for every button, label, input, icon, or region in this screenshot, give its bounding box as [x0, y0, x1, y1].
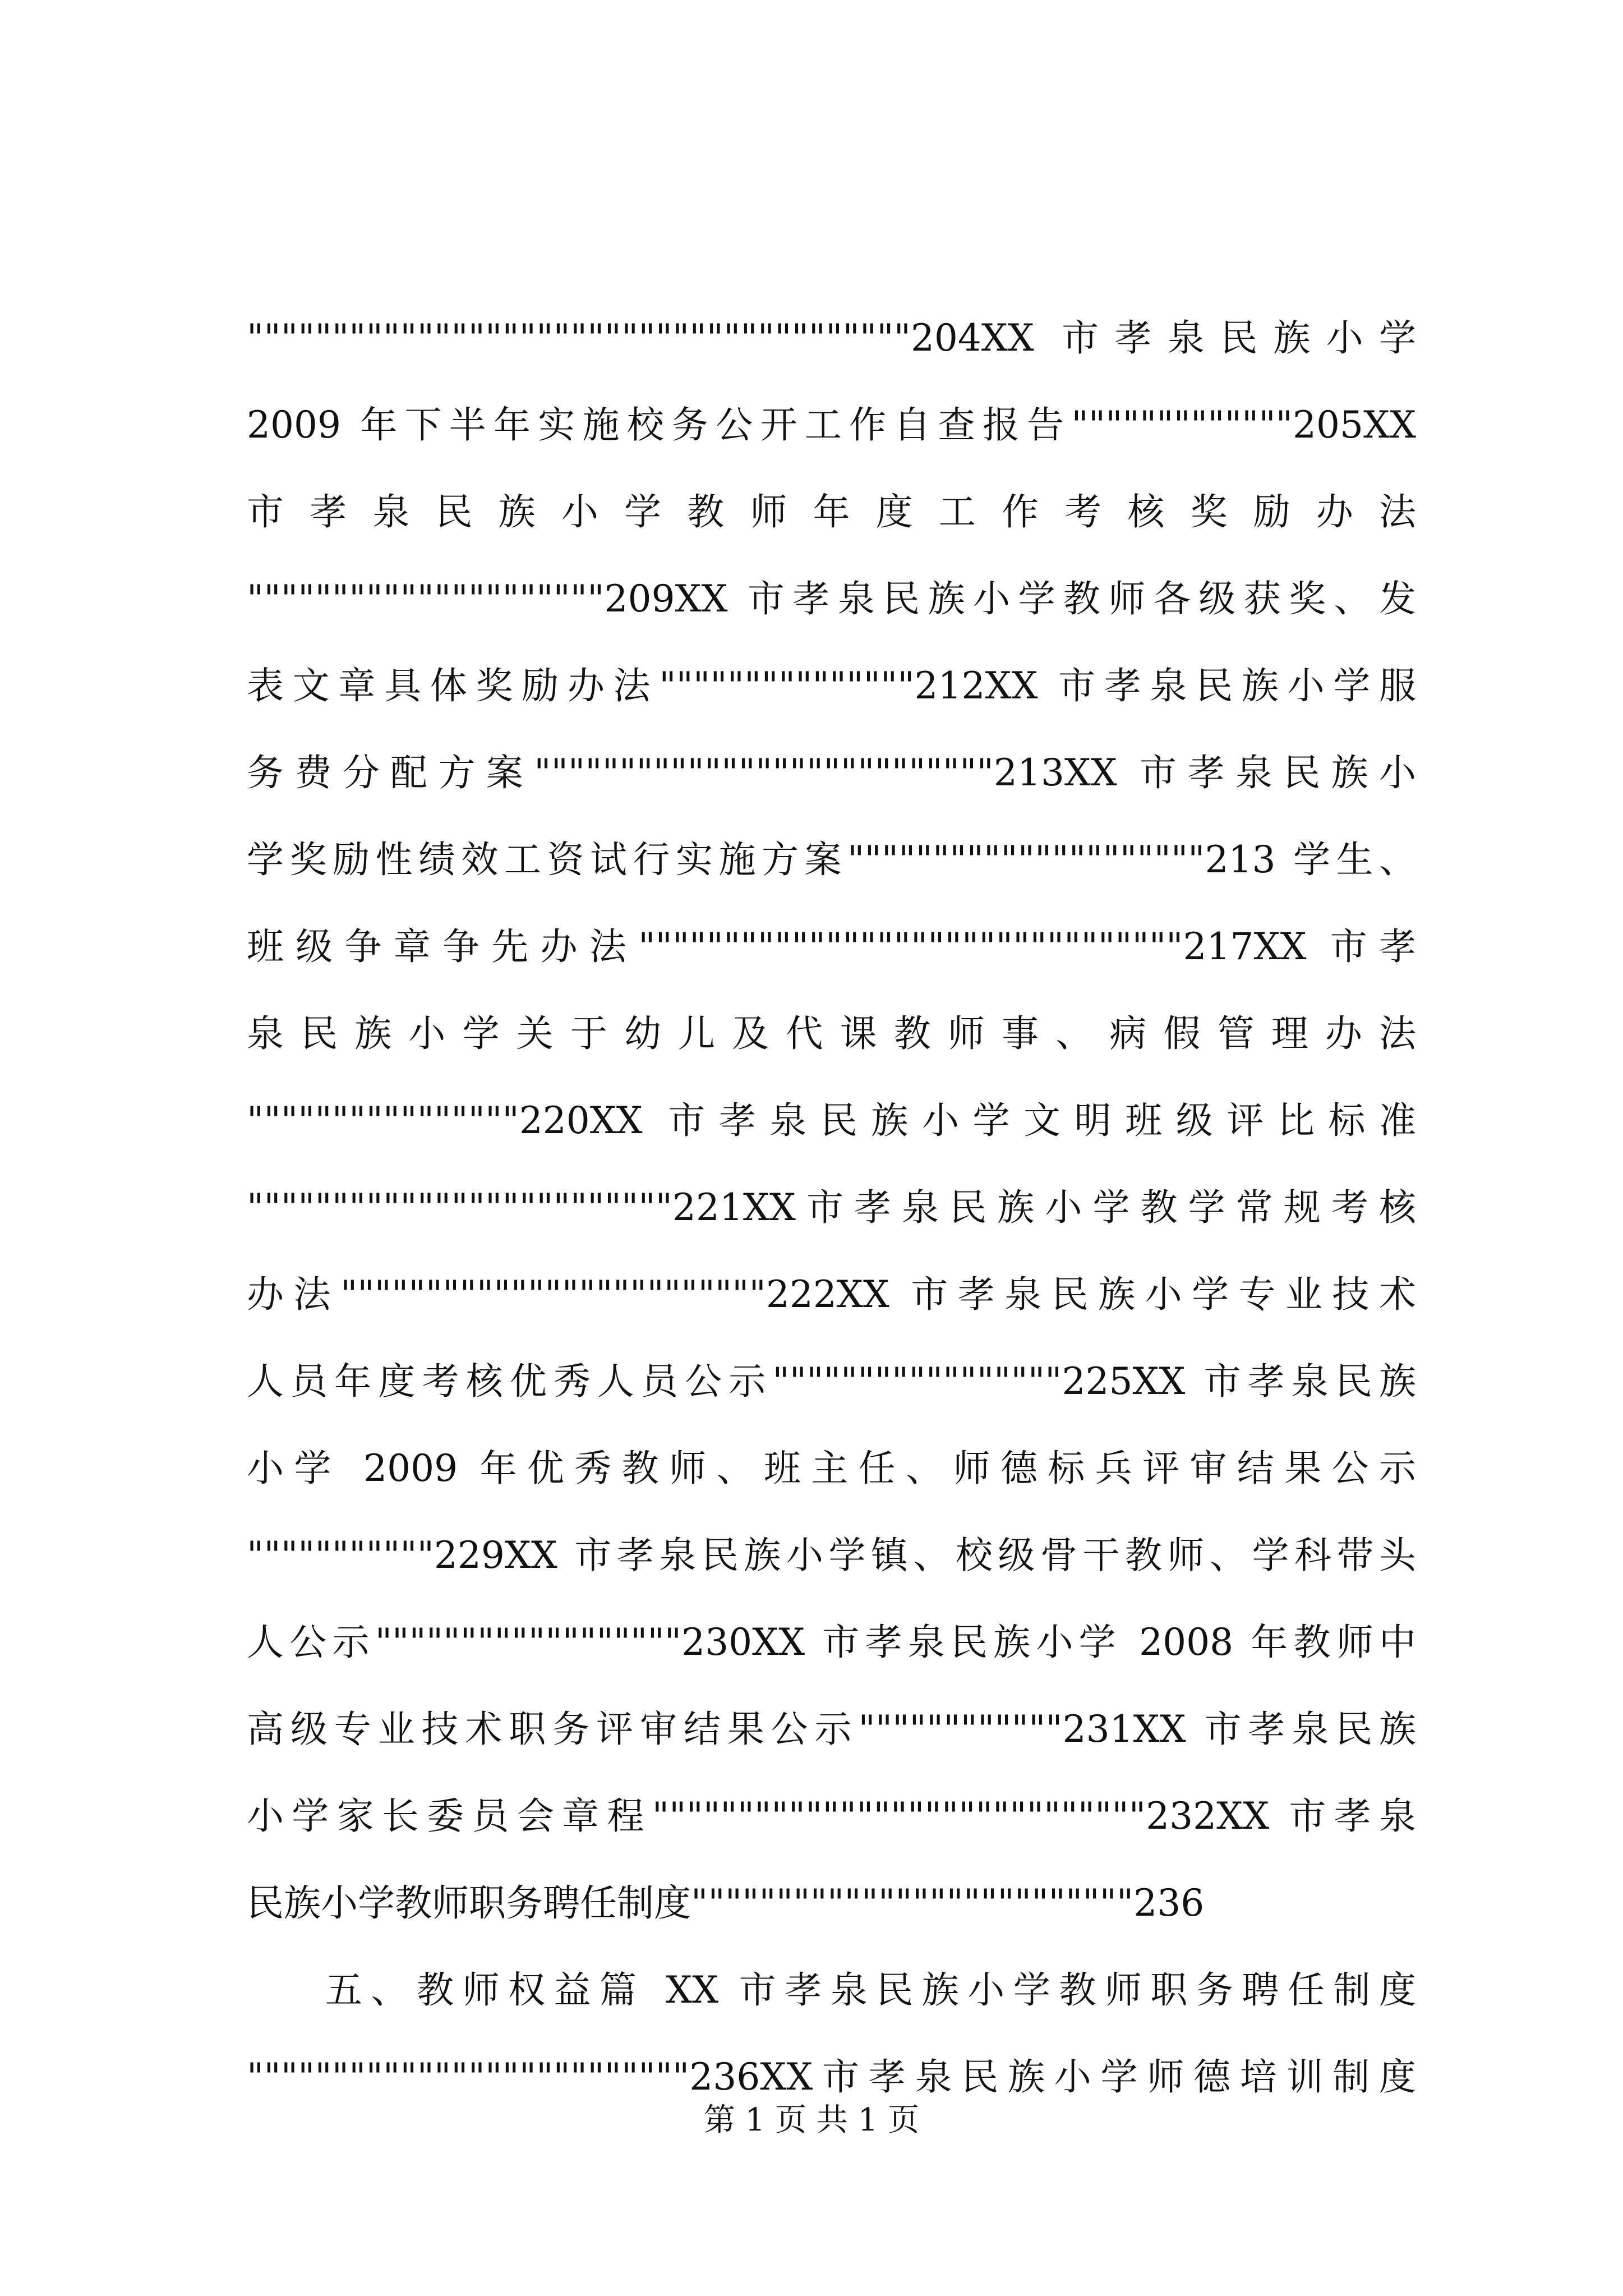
text-line: """"""""""""""""220XX 市孝泉民族小学文明班级评比标准	[247, 1099, 1416, 1142]
text-line: 小学 2009 年优秀教师、班主任、师德标兵评审结果公示	[247, 1447, 1416, 1490]
text-line: """""""""""229XX 市孝泉民族小学镇、校级骨干教师、学科带头	[247, 1534, 1416, 1577]
text-line: 人员年度考核优秀人员公示"""""""""""""""""225XX 市孝泉民族	[247, 1360, 1416, 1403]
text-line: 班级争章争先办法""""""""""""""""""""""""""""""""217XX 市孝	[247, 925, 1416, 968]
text-line: 人公示""""""""""""""""""230XX 市孝泉民族小学 2008 年教师中	[247, 1621, 1416, 1664]
text-line: 高级专业技术职务评审结果公示""""""""""""231XX 市孝泉民族	[247, 1708, 1416, 1751]
text-line: 学奖励性绩效工资试行实施方案"""""""""""""""""""""213 学生、	[247, 838, 1416, 881]
document-body	[247, 295, 1416, 2120]
text-line: """""""""""""""""""""""""""""""""""""""204XX 市孝泉民族小学	[247, 316, 1416, 360]
text-line: 表文章具体奖励办法"""""""""""""""212XX 市孝泉民族小学服	[247, 664, 1416, 707]
text-line: """""""""""""""""""""""""221XX市孝泉民族小学教学常规考核	[247, 1186, 1416, 1229]
text-line: 2009 年下半年实施校务公开工作自查报告"""""""""""""205XX	[247, 403, 1416, 447]
text-line: 泉 民 族 小 学 关 于 幼 儿 及 代 课 教 师 事 、 病 假 管 理 办 法	[247, 1012, 1416, 1055]
text-line: """""""""""""""""""""209XX 市孝泉民族小学教师各级获奖、发	[247, 577, 1416, 620]
text-line: 民族小学教师职务聘任制度""""""""""""""""""""""""""236	[247, 1881, 1205, 1925]
section-heading-line: 五、教师权益篇 XX 市孝泉民族小学教师职务聘任制度	[325, 1968, 1416, 2012]
page-footer: 第 1 页 共 1 页	[703, 2102, 920, 2138]
text-line: 小学家长委员会章程"""""""""""""""""""""""""""""232XX 市孝泉	[247, 1795, 1416, 1838]
text-line: 办法"""""""""""""""""""""""""222XX 市孝泉民族小学专业技术	[247, 1273, 1416, 1316]
text-line: 务费分配方案"""""""""""""""""""""""""""213XX 市孝泉民族小	[247, 751, 1416, 794]
text-line: """"""""""""""""""""""""""236XX市孝泉民族小学师德培训制度	[247, 2055, 1416, 2099]
text-line: 市 孝 泉 民 族 小 学 教 师 年 度 工 作 考 核 奖 励 办 法	[247, 490, 1416, 533]
